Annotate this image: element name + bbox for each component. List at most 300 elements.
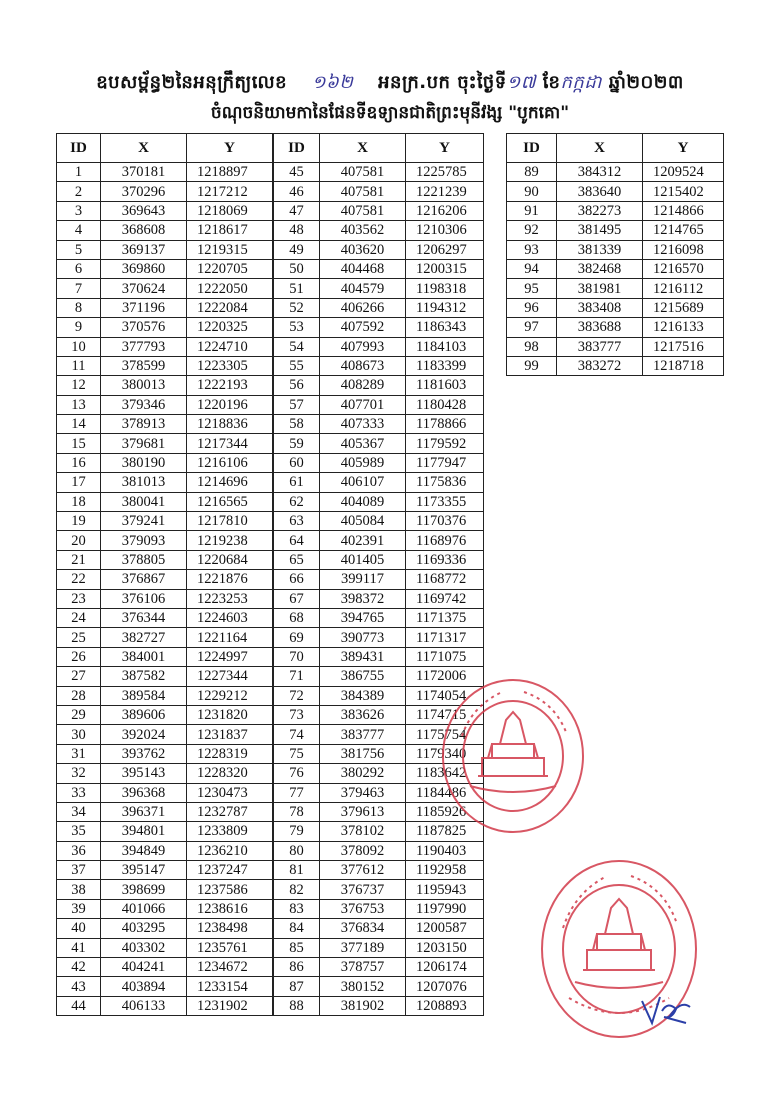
cell-x: 381339 [557, 240, 643, 259]
decree-year: ឆ្នាំ២០២៣ [608, 72, 684, 93]
table-row [57, 861, 273, 880]
cell-x: 379241 [101, 512, 187, 531]
cell-x: 383408 [557, 298, 643, 317]
table-row [57, 802, 273, 821]
table-row [57, 647, 273, 666]
cell-y: 1207076 [406, 977, 484, 996]
table-row [274, 337, 484, 356]
cell-x: 380041 [101, 492, 187, 511]
cell-id: 20 [57, 531, 101, 550]
cell-x: 381902 [320, 996, 406, 1015]
column-header-x: X [320, 134, 406, 163]
table-row [274, 861, 484, 880]
cell-id: 98 [507, 337, 557, 356]
cell-y: 1217212 [187, 182, 273, 201]
subdecree-number: ១៦២ [311, 72, 354, 93]
cell-y: 1181603 [406, 376, 484, 395]
cell-x: 377189 [320, 938, 406, 957]
cell-y: 1238616 [187, 899, 273, 918]
cell-y: 1168772 [406, 570, 484, 589]
cell-y: 1219238 [187, 531, 273, 550]
cell-y: 1171375 [406, 608, 484, 627]
cell-x: 383688 [557, 318, 643, 337]
cell-y: 1228320 [187, 764, 273, 783]
table-row [57, 279, 273, 298]
table-row [507, 318, 724, 337]
cell-y: 1179340 [406, 744, 484, 763]
table-row [57, 822, 273, 841]
table-row [57, 686, 273, 705]
table-row [274, 279, 484, 298]
table-row [57, 259, 273, 278]
cell-id: 18 [57, 492, 101, 511]
cell-x: 403894 [101, 977, 187, 996]
cell-x: 378102 [320, 822, 406, 841]
cell-x: 378092 [320, 841, 406, 860]
cell-y: 1218617 [187, 221, 273, 240]
cell-id: 43 [57, 977, 101, 996]
cell-y: 1186343 [406, 318, 484, 337]
cell-x: 390773 [320, 628, 406, 647]
cell-id: 95 [507, 279, 557, 298]
cell-id: 76 [274, 764, 320, 783]
cell-id: 45 [274, 163, 320, 182]
cell-y: 1232787 [187, 802, 273, 821]
cell-id: 36 [57, 841, 101, 860]
cell-y: 1218836 [187, 415, 273, 434]
cell-y: 1214765 [643, 221, 724, 240]
cell-y: 1170376 [406, 512, 484, 531]
cell-y: 1237247 [187, 861, 273, 880]
table-row [57, 841, 273, 860]
table-row [507, 240, 724, 259]
cell-id: 86 [274, 958, 320, 977]
table-row [274, 221, 484, 240]
table-row [274, 512, 484, 531]
cell-y: 1173355 [406, 492, 484, 511]
table-row [274, 899, 484, 918]
cell-y: 1216112 [643, 279, 724, 298]
table-header-row [57, 134, 273, 163]
cell-id: 82 [274, 880, 320, 899]
cell-id: 70 [274, 647, 320, 666]
cell-id: 42 [57, 958, 101, 977]
signature-icon [638, 993, 694, 1029]
cell-y: 1175754 [406, 725, 484, 744]
table-row [274, 163, 484, 182]
cell-x: 376737 [320, 880, 406, 899]
cell-x: 376834 [320, 919, 406, 938]
cell-x: 406266 [320, 298, 406, 317]
table-header-row [507, 134, 724, 163]
table-row [274, 531, 484, 550]
cell-id: 62 [274, 492, 320, 511]
cell-x: 379463 [320, 783, 406, 802]
cell-y: 1220196 [187, 395, 273, 414]
cell-x: 379613 [320, 802, 406, 821]
cell-id: 56 [274, 376, 320, 395]
cell-id: 67 [274, 589, 320, 608]
cell-y: 1228319 [187, 744, 273, 763]
cell-id: 50 [274, 259, 320, 278]
table-row [57, 473, 273, 492]
cell-x: 395147 [101, 861, 187, 880]
cell-x: 407581 [320, 182, 406, 201]
cell-id: 12 [57, 376, 101, 395]
table-row [274, 550, 484, 569]
cell-y: 1218718 [643, 356, 724, 375]
cell-id: 31 [57, 744, 101, 763]
cell-x: 406133 [101, 996, 187, 1015]
cell-x: 370296 [101, 182, 187, 201]
cell-x: 401066 [101, 899, 187, 918]
cell-y: 1214866 [643, 201, 724, 220]
cell-y: 1169336 [406, 550, 484, 569]
table-row [507, 259, 724, 278]
cell-x: 407592 [320, 318, 406, 337]
cell-x: 369137 [101, 240, 187, 259]
cell-id: 38 [57, 880, 101, 899]
column-header-x: X [101, 134, 187, 163]
cell-x: 404579 [320, 279, 406, 298]
cell-y: 1174054 [406, 686, 484, 705]
cell-id: 10 [57, 337, 101, 356]
cell-x: 407581 [320, 163, 406, 182]
cell-x: 394849 [101, 841, 187, 860]
table-row [507, 163, 724, 182]
table-row [57, 376, 273, 395]
cell-x: 394801 [101, 822, 187, 841]
cell-id: 11 [57, 356, 101, 375]
cell-y: 1194312 [406, 298, 484, 317]
cell-id: 65 [274, 550, 320, 569]
decree-month: កក្កដា [560, 72, 602, 93]
cell-x: 398699 [101, 880, 187, 899]
cell-id: 60 [274, 453, 320, 472]
cell-y: 1216098 [643, 240, 724, 259]
cell-id: 53 [274, 318, 320, 337]
table-row [57, 434, 273, 453]
cell-x: 383777 [557, 337, 643, 356]
table-row [274, 492, 484, 511]
cell-id: 46 [274, 182, 320, 201]
cell-x: 378757 [320, 958, 406, 977]
cell-y: 1210306 [406, 221, 484, 240]
table-row [57, 570, 273, 589]
cell-x: 407333 [320, 415, 406, 434]
cell-y: 1221239 [406, 182, 484, 201]
table-row [274, 473, 484, 492]
cell-x: 396368 [101, 783, 187, 802]
cell-y: 1235761 [187, 938, 273, 957]
cell-id: 17 [57, 473, 101, 492]
cell-id: 1 [57, 163, 101, 182]
cell-x: 393762 [101, 744, 187, 763]
cell-id: 15 [57, 434, 101, 453]
cell-id: 88 [274, 996, 320, 1015]
table-row [57, 725, 273, 744]
document-subtitle: ចំណុចនិយាមកានៃផែនទីឧទ្យានជាតិព្រះមុនីវង្ស "បូកគោ" [210, 103, 570, 123]
cell-x: 382468 [557, 259, 643, 278]
cell-id: 52 [274, 298, 320, 317]
cell-y: 1200315 [406, 259, 484, 278]
cell-id: 55 [274, 356, 320, 375]
cell-id: 24 [57, 608, 101, 627]
cell-y: 1231902 [187, 996, 273, 1015]
cell-id: 94 [507, 259, 557, 278]
cell-x: 396371 [101, 802, 187, 821]
cell-y: 1219315 [187, 240, 273, 259]
cell-y: 1215402 [643, 182, 724, 201]
cell-x: 377612 [320, 861, 406, 880]
cell-x: 389584 [101, 686, 187, 705]
table-row [274, 201, 484, 220]
cell-y: 1227344 [187, 667, 273, 686]
cell-x: 405367 [320, 434, 406, 453]
table-row [57, 240, 273, 259]
cell-y: 1234672 [187, 958, 273, 977]
cell-id: 54 [274, 337, 320, 356]
table-row [57, 356, 273, 375]
cell-x: 389606 [101, 705, 187, 724]
cell-x: 381756 [320, 744, 406, 763]
cell-y: 1216565 [187, 492, 273, 511]
cell-y: 1224710 [187, 337, 273, 356]
cell-y: 1222050 [187, 279, 273, 298]
cell-x: 403620 [320, 240, 406, 259]
cell-x: 408289 [320, 376, 406, 395]
table-row [57, 318, 273, 337]
cell-y: 1172006 [406, 667, 484, 686]
cell-x: 386755 [320, 667, 406, 686]
cell-y: 1183642 [406, 764, 484, 783]
cell-id: 28 [57, 686, 101, 705]
cell-x: 403302 [101, 938, 187, 957]
cell-id: 92 [507, 221, 557, 240]
cell-x: 376867 [101, 570, 187, 589]
cell-x: 407701 [320, 395, 406, 414]
cell-y: 1221876 [187, 570, 273, 589]
cell-y: 1236210 [187, 841, 273, 860]
cell-id: 64 [274, 531, 320, 550]
table-row [507, 182, 724, 201]
cell-y: 1218069 [187, 201, 273, 220]
month-label: ខែ [542, 72, 561, 93]
cell-x: 407993 [320, 337, 406, 356]
cell-y: 1206297 [406, 240, 484, 259]
cell-y: 1215689 [643, 298, 724, 317]
cell-id: 58 [274, 415, 320, 434]
cell-y: 1224997 [187, 647, 273, 666]
cell-y: 1180428 [406, 395, 484, 414]
angkor-wat-seal-icon [440, 676, 586, 836]
table-row [507, 221, 724, 240]
cell-id: 49 [274, 240, 320, 259]
cell-y: 1187825 [406, 822, 484, 841]
cell-x: 371196 [101, 298, 187, 317]
cell-id: 57 [274, 395, 320, 414]
table-row [274, 880, 484, 899]
cell-id: 23 [57, 589, 101, 608]
cell-y: 1184103 [406, 337, 484, 356]
cell-y: 1231837 [187, 725, 273, 744]
cell-id: 59 [274, 434, 320, 453]
cell-x: 382273 [557, 201, 643, 220]
cell-id: 71 [274, 667, 320, 686]
cell-x: 380152 [320, 977, 406, 996]
cell-id: 74 [274, 725, 320, 744]
table-row [274, 376, 484, 395]
cell-x: 387582 [101, 667, 187, 686]
cell-id: 9 [57, 318, 101, 337]
cell-x: 404241 [101, 958, 187, 977]
cell-y: 1185926 [406, 802, 484, 821]
cell-id: 29 [57, 705, 101, 724]
table-row [274, 938, 484, 957]
table-row [274, 570, 484, 589]
cell-id: 44 [57, 996, 101, 1015]
cell-x: 376106 [101, 589, 187, 608]
cell-id: 72 [274, 686, 320, 705]
cell-y: 1218897 [187, 163, 273, 182]
cell-x: 368608 [101, 221, 187, 240]
cell-id: 93 [507, 240, 557, 259]
cell-id: 25 [57, 628, 101, 647]
cell-id: 8 [57, 298, 101, 317]
cell-id: 96 [507, 298, 557, 317]
column-header-x: X [557, 134, 643, 163]
table-row [57, 221, 273, 240]
cell-x: 376344 [101, 608, 187, 627]
cell-id: 90 [507, 182, 557, 201]
cell-id: 41 [57, 938, 101, 957]
cell-id: 22 [57, 570, 101, 589]
decree-day: ១៧ [506, 72, 537, 93]
table-row [274, 589, 484, 608]
cell-id: 85 [274, 938, 320, 957]
cell-y: 1171317 [406, 628, 484, 647]
cell-id: 21 [57, 550, 101, 569]
cell-id: 30 [57, 725, 101, 744]
annex-title-date-prefix: អនក្រ.បក ចុះថ្ងៃទី [378, 72, 507, 93]
official-seal-1 [440, 676, 586, 836]
cell-id: 26 [57, 647, 101, 666]
cell-y: 1208893 [406, 996, 484, 1015]
cell-y: 1217344 [187, 434, 273, 453]
table-row [274, 608, 484, 627]
cell-x: 401405 [320, 550, 406, 569]
table-row [57, 744, 273, 763]
cell-x: 380190 [101, 453, 187, 472]
cell-x: 399117 [320, 570, 406, 589]
cell-x: 402391 [320, 531, 406, 550]
table-row [57, 298, 273, 317]
table-row [57, 899, 273, 918]
annex-title-prefix: ឧបសម្ព័ន្ធ២នៃអនុក្រឹត្យលេខ [96, 72, 288, 93]
column-header-id: ID [274, 134, 320, 163]
cell-id: 6 [57, 259, 101, 278]
cell-id: 75 [274, 744, 320, 763]
cell-id: 35 [57, 822, 101, 841]
cell-x: 403562 [320, 221, 406, 240]
table-row [507, 356, 724, 375]
cell-id: 32 [57, 764, 101, 783]
table-row [57, 880, 273, 899]
cell-id: 27 [57, 667, 101, 686]
cell-x: 395143 [101, 764, 187, 783]
cell-x: 383640 [557, 182, 643, 201]
column-header-y: Y [187, 134, 273, 163]
table-row [507, 279, 724, 298]
cell-id: 19 [57, 512, 101, 531]
table-row [507, 201, 724, 220]
table-row [274, 919, 484, 938]
table-row [57, 589, 273, 608]
table-row [274, 647, 484, 666]
cell-y: 1223253 [187, 589, 273, 608]
cell-y: 1216106 [187, 453, 273, 472]
table-row [274, 841, 484, 860]
table-row [507, 298, 724, 317]
cell-y: 1177947 [406, 453, 484, 472]
cell-x: 407581 [320, 201, 406, 220]
cell-id: 2 [57, 182, 101, 201]
table-row [57, 938, 273, 957]
table-row [57, 919, 273, 938]
cell-y: 1179592 [406, 434, 484, 453]
table-row [57, 996, 273, 1015]
table-row [57, 958, 273, 977]
cell-y: 1217516 [643, 337, 724, 356]
cell-id: 80 [274, 841, 320, 860]
cell-x: 370624 [101, 279, 187, 298]
cell-id: 68 [274, 608, 320, 627]
cell-x: 392024 [101, 725, 187, 744]
cell-id: 87 [274, 977, 320, 996]
table-row [57, 764, 273, 783]
cell-y: 1214696 [187, 473, 273, 492]
cell-x: 384001 [101, 647, 187, 666]
cell-x: 380013 [101, 376, 187, 395]
table-header-row [274, 134, 484, 163]
cell-x: 379346 [101, 395, 187, 414]
cell-y: 1222193 [187, 376, 273, 395]
cell-y: 1220684 [187, 550, 273, 569]
cell-y: 1190403 [406, 841, 484, 860]
table-row [57, 550, 273, 569]
cell-x: 370181 [101, 163, 187, 182]
cell-id: 79 [274, 822, 320, 841]
cell-id: 47 [274, 201, 320, 220]
cell-y: 1231820 [187, 705, 273, 724]
table-row [274, 259, 484, 278]
cell-id: 81 [274, 861, 320, 880]
cell-id: 5 [57, 240, 101, 259]
cell-x: 408673 [320, 356, 406, 375]
cell-x: 382727 [101, 628, 187, 647]
cell-id: 40 [57, 919, 101, 938]
cell-y: 1217810 [187, 512, 273, 531]
cell-y: 1203150 [406, 938, 484, 957]
cell-y: 1175836 [406, 473, 484, 492]
cell-y: 1171075 [406, 647, 484, 666]
cell-y: 1216206 [406, 201, 484, 220]
table-row [274, 318, 484, 337]
cell-y: 1233809 [187, 822, 273, 841]
table-row [57, 453, 273, 472]
table-row [274, 434, 484, 453]
cell-y: 1233154 [187, 977, 273, 996]
